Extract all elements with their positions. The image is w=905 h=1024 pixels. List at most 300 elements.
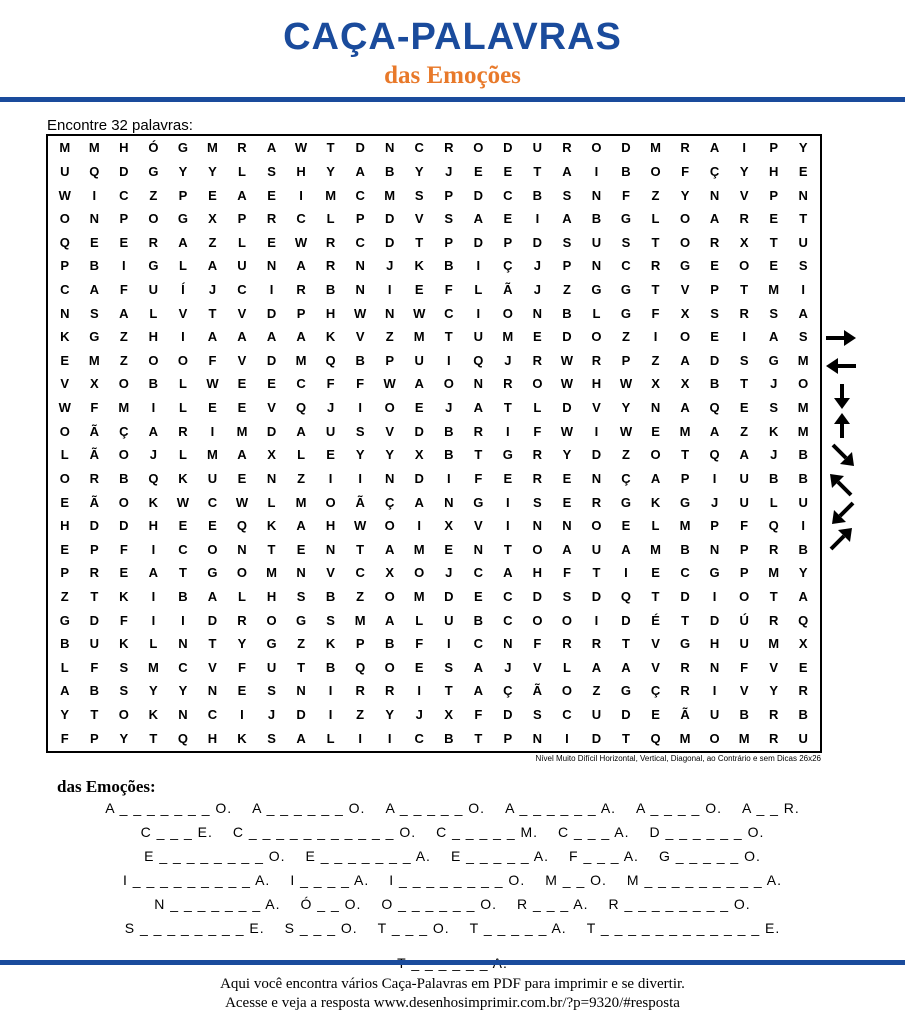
grid-letter: I (417, 683, 422, 699)
grid-letter: C (562, 707, 572, 723)
grid-letter: A (237, 447, 247, 463)
grid-letter: U (148, 281, 159, 297)
grid-letter: L (326, 211, 335, 227)
grid-letter: V (237, 305, 247, 321)
grid-letter: E (267, 187, 276, 203)
grid-letter: O (118, 447, 129, 463)
grid-letter: I (712, 683, 717, 699)
footer-resposta-link[interactable]: Acesse e veja a resposta www.desenhosimprimir.com.br/?p=9320/#resposta (225, 995, 680, 1011)
grid-letter: A (709, 423, 720, 439)
grid-letter: G (177, 140, 188, 156)
grid-letter: I (269, 281, 274, 297)
grid-letter: O (177, 352, 188, 368)
grid-letter: A (798, 305, 808, 321)
grid-letter: R (444, 140, 454, 156)
grid-letter: I (446, 636, 451, 652)
grid-letter: A (296, 730, 306, 746)
grid-letter: W (206, 376, 219, 392)
grid-letter: F (740, 659, 749, 675)
grid-letter: R (709, 234, 720, 250)
grid-letter: I (358, 470, 362, 486)
grid-letter: K (60, 329, 70, 345)
grid-letter: D (591, 447, 602, 463)
grid-letter: E (60, 541, 70, 557)
grid-letter: R (532, 447, 543, 463)
grid-letter: P (296, 305, 306, 321)
grid-letter: E (296, 541, 306, 557)
grid-letter: M (295, 352, 307, 368)
grid-letter: O (443, 376, 454, 392)
grid-letter: A (384, 541, 395, 557)
grid-letter: O (384, 588, 395, 604)
grid-letter: U (414, 352, 424, 368)
grid-letter: K (148, 494, 159, 510)
grid-letter: I (358, 730, 362, 746)
grid-letter: Q (236, 518, 248, 534)
grid-letter: N (384, 305, 395, 321)
grid-letter: E (267, 376, 276, 392)
grid-letter: B (444, 447, 454, 463)
grid-letter: V (385, 423, 395, 439)
grid-letter: I (151, 541, 156, 557)
grid-letter: I (476, 258, 481, 274)
grid-letter: T (769, 588, 778, 604)
grid-letter: R (562, 636, 572, 652)
grid-letter: I (387, 730, 392, 746)
grid-letter: B (798, 541, 808, 557)
grid-letter: O (266, 612, 277, 628)
grid-letter: Y (208, 163, 217, 179)
grid-letter: I (210, 423, 215, 439)
grid-letter: L (178, 376, 187, 392)
grid-letter: U (798, 730, 808, 746)
word-clue: E _ _ _ _ _ _ _ _ O. (144, 848, 286, 864)
grid-letter: N (384, 140, 395, 156)
grid-letter: R (89, 470, 99, 486)
grid-letter: Z (297, 470, 306, 486)
grid-letter: S (326, 612, 335, 628)
grid-letter: A (562, 163, 572, 179)
grid-letter: N (532, 305, 543, 321)
word-row (0, 872, 905, 896)
grid-letter: E (533, 329, 542, 345)
grid-letter: S (798, 329, 808, 345)
grid-letter: I (476, 305, 481, 321)
grid-letter: W (560, 376, 574, 392)
word-row (0, 800, 905, 824)
grid-letter: F (119, 541, 128, 557)
grid-letter: U (532, 140, 543, 156)
grid-letter: J (326, 400, 335, 416)
grid-letter: I (446, 470, 451, 486)
grid-letter: T (740, 376, 749, 392)
grid-letter: S (414, 187, 424, 203)
grid-letter: E (503, 470, 513, 486)
grid-letter: W (58, 400, 71, 416)
grid-letter: F (90, 400, 99, 416)
grid-letter: A (709, 140, 720, 156)
grid-letter: U (591, 541, 602, 557)
grid-letter: R (768, 730, 779, 746)
grid-letter: Y (769, 683, 779, 699)
grid-letter: W (619, 423, 633, 439)
grid-letter: U (60, 163, 70, 179)
grid-letter: C (414, 730, 424, 746)
grid-letter: P (739, 565, 749, 581)
grid-letter: M (88, 352, 100, 368)
grid-letter: T (533, 163, 542, 179)
grid-letter: A (266, 329, 277, 345)
grid-letter: U (739, 470, 749, 486)
grid-letter: G (620, 211, 632, 227)
grid-letter: S (621, 234, 631, 250)
grid-letter: L (769, 494, 778, 510)
grid-letter: D (89, 518, 99, 534)
grid-letter: W (176, 494, 190, 510)
grid-letter: H (768, 163, 779, 179)
grid-letter: C (296, 376, 306, 392)
grid-letter: H (119, 140, 129, 156)
grid-letter: M (295, 494, 307, 510)
grid-letter: Y (798, 565, 808, 581)
grid-letter: S (267, 163, 276, 179)
grid-letter: M (88, 140, 100, 156)
word-clue: A _ _ _ _ _ O. (385, 800, 486, 816)
grid-letter: N (532, 518, 543, 534)
grid-letter: N (178, 636, 188, 652)
grid-letter: T (740, 281, 749, 297)
grid-letter: B (473, 612, 483, 628)
grid-letter: B (60, 636, 70, 652)
grid-letter: O (798, 376, 809, 392)
grid-letter: Y (414, 163, 424, 179)
grid-letter: T (681, 447, 690, 463)
grid-letter: T (651, 234, 660, 250)
grid-letter: I (328, 470, 333, 486)
grid-letter: U (325, 423, 336, 439)
grid-letter: Y (178, 163, 188, 179)
grid-letter: E (237, 400, 247, 416)
grid-letter: W (294, 234, 308, 250)
grid-letter: P (60, 258, 70, 274)
grid-letter: C (473, 565, 483, 581)
grid-letter: W (235, 494, 249, 510)
grid-letter: T (651, 588, 660, 604)
grid-letter: A (89, 281, 99, 297)
grid-letter: D (532, 588, 543, 604)
word-clue: M _ _ O. (545, 872, 607, 888)
grid-letter: O (532, 376, 543, 392)
grid-letter: H (591, 376, 602, 392)
grid-letter: L (238, 234, 246, 250)
grid-letter: U (266, 659, 277, 675)
grid-letter: B (325, 659, 336, 675)
word-clue: T _ _ _ _ _ A. (469, 920, 567, 936)
grid-letter: E (769, 211, 779, 227)
grid-letter: E (739, 400, 749, 416)
grid-letter: B (709, 376, 720, 392)
grid-letter: T (681, 612, 690, 628)
grid-letter: I (594, 612, 599, 628)
grid-letter: R (532, 352, 543, 368)
grid-letter: Z (356, 588, 365, 604)
grid-letter: P (769, 140, 779, 156)
grid-letter: D (503, 707, 513, 723)
grid-letter: X (680, 305, 690, 321)
grid-letter: F (444, 281, 453, 297)
grid-letter: Ú (739, 612, 749, 628)
grid-letter: D (119, 518, 129, 534)
grid-letter: T (503, 400, 512, 416)
grid-letter: V (651, 636, 660, 652)
grid-letter: M (768, 565, 780, 581)
grid-letter: D (562, 329, 572, 345)
grid-letter: N (237, 541, 247, 557)
grid-letter: T (592, 565, 601, 581)
grid-letter: K (768, 423, 779, 439)
grid-letter: P (680, 470, 690, 486)
grid-letter: N (178, 707, 188, 723)
grid-letter: W (560, 423, 574, 439)
grid-letter: V (208, 659, 217, 675)
grid-letter: S (267, 730, 276, 746)
arrow-left-icon (824, 356, 858, 376)
grid-letter: C (237, 281, 247, 297)
grid-letter: Ç (650, 683, 661, 699)
grid-letter: A (296, 518, 306, 534)
word-clue: C _ _ _ A. (558, 824, 630, 840)
grid-letter: Ç (621, 470, 631, 486)
grid-letter: A (798, 588, 808, 604)
grid-letter: U (739, 636, 749, 652)
grid-letter: I (742, 140, 746, 156)
grid-letter: P (769, 187, 779, 203)
grid-letter: S (710, 305, 719, 321)
grid-letter: P (237, 211, 247, 227)
grid-letter: S (296, 588, 306, 604)
grid-letter: Y (680, 187, 690, 203)
grid-letter: I (565, 730, 569, 746)
word-clue: C _ _ _ _ _ M. (436, 824, 539, 840)
grid-letter: X (444, 707, 454, 723)
grid-letter: T (503, 541, 512, 557)
grid-letter: U (237, 258, 247, 274)
grid-letter: X (739, 234, 749, 250)
grid-letter: U (207, 470, 218, 486)
grid-letter: Z (356, 707, 365, 723)
grid-letter: B (798, 707, 808, 723)
grid-letter: O (148, 352, 159, 368)
word-row (0, 920, 905, 944)
grid-letter: P (562, 258, 572, 274)
grid-letter: N (591, 470, 602, 486)
word-clue: T _ _ _ O. (377, 920, 450, 936)
grid-letter: W (619, 376, 633, 392)
grid-letter: W (413, 305, 426, 321)
grid-letter: I (299, 187, 303, 203)
grid-letter: B (89, 683, 99, 699)
grid-letter: G (768, 352, 779, 368)
grid-letter: R (768, 612, 779, 628)
grid-letter: D (680, 588, 690, 604)
grid-letter: Z (622, 329, 630, 345)
grid-letter: E (414, 659, 424, 675)
grid-letter: I (122, 258, 126, 274)
grid-letter: I (151, 400, 156, 416)
grid-letter: O (650, 447, 661, 463)
grid-letter: B (148, 376, 159, 392)
grid-letter: E (562, 494, 572, 510)
grid-letter: N (266, 470, 277, 486)
grid-letter: J (386, 258, 394, 274)
grid-letter: E (237, 683, 247, 699)
grid-letter: J (445, 565, 453, 581)
grid-letter: É (651, 612, 660, 628)
grid-letter: O (118, 707, 129, 723)
arrow-down-right-icon (830, 442, 856, 468)
grid-letter: R (296, 281, 306, 297)
grid-letter: P (710, 518, 719, 534)
grid-letter: B (532, 187, 543, 203)
grid-letter: C (355, 565, 365, 581)
grid-letter: D (591, 730, 602, 746)
word-clue: S _ _ _ _ _ _ _ _ E. (124, 920, 265, 936)
word-clue: A _ _ _ _ _ _ A. (505, 800, 617, 816)
grid-letter: F (533, 636, 542, 652)
grid-letter: Q (473, 352, 484, 368)
grid-letter: N (60, 305, 70, 321)
grid-letter: E (326, 447, 335, 463)
grid-letter: O (236, 565, 248, 581)
grid-letter: S (739, 352, 749, 368)
grid-letter: C (680, 565, 690, 581)
grid-letter: T (326, 140, 335, 156)
grid-letter: N (798, 187, 808, 203)
grid-letter: R (739, 305, 749, 321)
grid-letter: H (60, 518, 70, 534)
grid-letter: L (149, 305, 158, 321)
grid-letter: A (562, 211, 572, 227)
grid-letter: D (444, 588, 454, 604)
arrow-down-left-icon (830, 500, 856, 526)
grid-letter: E (769, 258, 779, 274)
grid-letter: P (355, 636, 365, 652)
grid-letter: J (149, 447, 157, 463)
grid-letter: P (710, 281, 719, 297)
grid-letter: A (621, 659, 631, 675)
grid-letter: I (506, 518, 510, 534)
grid-letter: S (267, 683, 276, 699)
grid-letter: Ç (503, 683, 513, 699)
grid-letter: J (770, 376, 778, 392)
grid-letter: H (325, 518, 336, 534)
grid-letter: T (90, 588, 99, 604)
grid-letter: R (591, 494, 602, 510)
grid-letter: O (414, 565, 425, 581)
grid-letter: G (680, 494, 691, 510)
grid-letter: B (444, 730, 454, 746)
grid-letter: U (444, 612, 454, 628)
grid-letter: N (384, 470, 395, 486)
grid-letter: L (651, 518, 660, 534)
grid-letter: T (178, 565, 187, 581)
grid-letter: C (178, 659, 188, 675)
grid-letter: Q (148, 470, 159, 486)
grid-letter: I (181, 329, 185, 345)
word-clue: O _ _ _ _ _ _ O. (381, 896, 498, 912)
grid-letter: T (474, 447, 483, 463)
word-list-title: das Emoções: (57, 777, 156, 796)
grid-letter: R (739, 211, 749, 227)
grid-letter: Z (385, 329, 394, 345)
grid-letter: W (58, 187, 71, 203)
grid-letter: F (326, 376, 335, 392)
grid-letter: X (414, 447, 424, 463)
footer (0, 975, 905, 1013)
grid-letter: G (177, 211, 188, 227)
grid-letter: Z (592, 683, 601, 699)
grid-letter: J (533, 281, 541, 297)
grid-letter: A (207, 588, 218, 604)
grid-letter: A (473, 683, 483, 699)
grid-letter: D (709, 352, 720, 368)
grid-letter: R (237, 140, 247, 156)
grid-letter: P (503, 730, 513, 746)
grid-letter: R (266, 211, 277, 227)
grid-letter: R (768, 541, 779, 557)
word-clue: I _ _ _ _ _ _ _ _ _ A. (122, 872, 271, 888)
grid-letter: R (355, 683, 365, 699)
word-clue: Ó _ _ O. (300, 896, 362, 912)
grid-letter: S (769, 400, 779, 416)
grid-letter: N (650, 400, 661, 416)
grid-letter: M (502, 329, 514, 345)
grid-letter: G (207, 565, 218, 581)
grid-letter: G (148, 163, 159, 179)
grid-letter: R (178, 423, 188, 439)
grid-letter: S (119, 683, 129, 699)
grid-letter: C (503, 187, 513, 203)
grid-letter: R (503, 376, 513, 392)
grid-letter: Y (178, 683, 188, 699)
grid-letter: Q (768, 518, 779, 534)
grid-letter: O (561, 612, 572, 628)
grid-letter: S (533, 494, 542, 510)
word-clue: E _ _ _ _ _ _ _ A. (305, 848, 431, 864)
grid-letter: E (651, 423, 660, 439)
grid-letter: B (444, 258, 454, 274)
grid-letter: I (151, 588, 156, 604)
grid-letter: L (297, 447, 306, 463)
grid-letter: L (60, 659, 69, 675)
grid-letter: Y (119, 730, 129, 746)
grid-letter: D (296, 707, 306, 723)
word-clue: A _ _ _ _ _ _ O. (252, 800, 366, 816)
grid-letter: Y (326, 163, 335, 179)
word-clue: T _ _ _ _ _ _ _ _ _ _ _ _ E. (586, 920, 781, 936)
grid-letter: G (296, 612, 307, 628)
arrow-right-icon (824, 328, 858, 348)
grid-letter: Q (59, 234, 70, 250)
grid-letter: J (533, 258, 541, 274)
grid-letter: L (415, 612, 424, 628)
grid-letter: A (768, 329, 779, 345)
grid-letter: J (710, 494, 719, 510)
grid-letter: L (238, 588, 246, 604)
grid-letter: K (325, 329, 336, 345)
grid-letter: H (532, 565, 543, 581)
grid-letter: B (591, 211, 602, 227)
